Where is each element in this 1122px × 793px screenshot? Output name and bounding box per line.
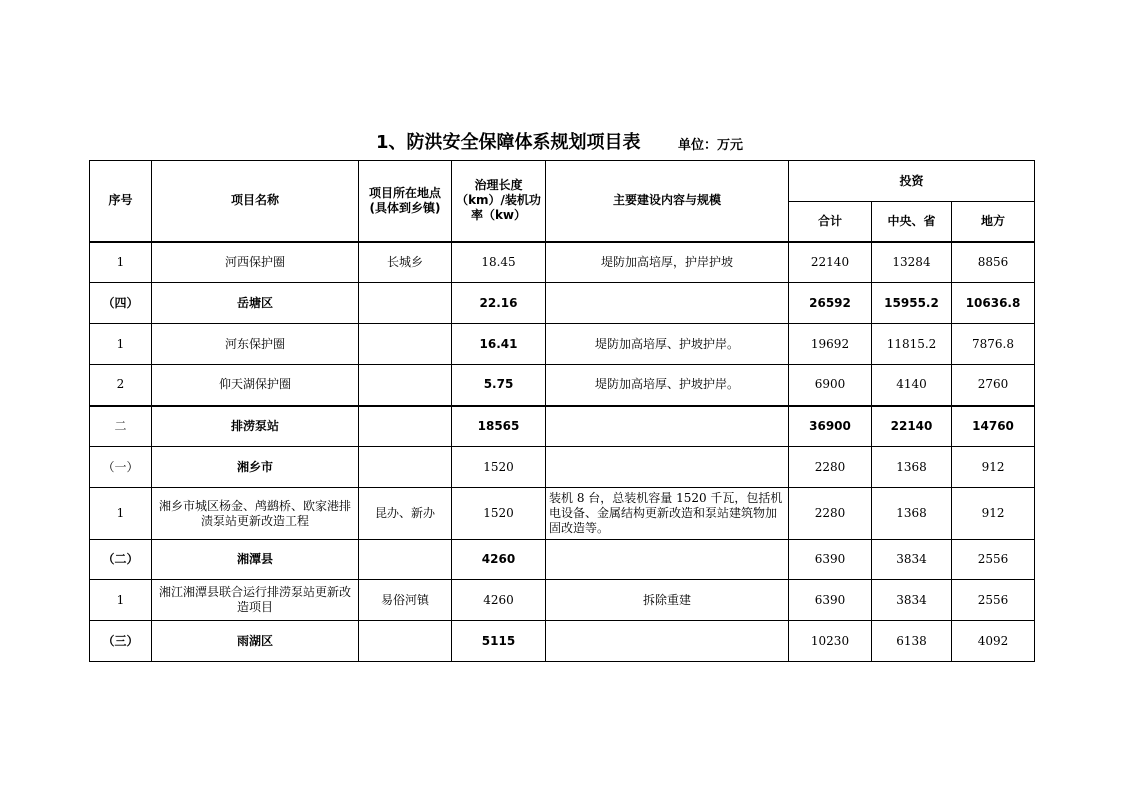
cell-length: 5115 xyxy=(452,621,546,662)
cell-total: 19692 xyxy=(789,324,872,365)
cell-total: 6390 xyxy=(789,580,872,621)
cell-name: 排涝泵站 xyxy=(152,406,359,447)
cell-location: 长城乡 xyxy=(359,242,452,283)
cell-name: 湘江湘潭县联合运行排涝泵站更新改造项目 xyxy=(152,580,359,621)
cell-length: 18.45 xyxy=(452,242,546,283)
cell-length: 22.16 xyxy=(452,283,546,324)
cell-central: 3834 xyxy=(872,540,952,580)
cell-content: 堤防加高培厚，护岸护坡 xyxy=(546,242,789,283)
cell-content xyxy=(546,406,789,447)
cell-central: 1368 xyxy=(872,488,952,540)
cell-seq: （二） xyxy=(90,540,152,580)
table-row xyxy=(90,540,1035,580)
cell-location: 昆办、新办 xyxy=(359,488,452,540)
cell-length: 16.41 xyxy=(452,324,546,365)
cell-length: 4260 xyxy=(452,540,546,580)
cell-local: 4092 xyxy=(952,621,1035,662)
cell-content: 堤防加高培厚、护坡护岸。 xyxy=(546,365,789,406)
cell-local: 2760 xyxy=(952,365,1035,406)
cell-length: 1520 xyxy=(452,447,546,488)
cell-seq: 二 xyxy=(90,406,152,447)
cell-local: 8856 xyxy=(952,242,1035,283)
cell-total: 6390 xyxy=(789,540,872,580)
cell-central: 15955.2 xyxy=(872,283,952,324)
cell-local: 2556 xyxy=(952,540,1035,580)
cell-central: 6138 xyxy=(872,621,952,662)
page-title: 1、防洪安全保障体系规划项目表 xyxy=(376,132,641,153)
cell-local: 14760 xyxy=(952,406,1035,447)
cell-central: 11815.2 xyxy=(872,324,952,365)
cell-total: 22140 xyxy=(789,242,872,283)
cell-content: 装机 8 台，总装机容量 1520 千瓦，包括机电设备、金属结构更新改造和泵站建筑物加固改造等。 xyxy=(546,488,789,540)
cell-total: 2280 xyxy=(789,447,872,488)
cell-name: 湘潭县 xyxy=(152,540,359,580)
cell-location xyxy=(359,447,452,488)
cell-content xyxy=(546,540,789,580)
cell-seq: 1 xyxy=(90,242,152,283)
cell-local: 10636.8 xyxy=(952,283,1035,324)
project-table xyxy=(89,160,1035,662)
cell-content xyxy=(546,621,789,662)
cell-name: 仰天湖保护圈 xyxy=(152,365,359,406)
cell-central: 3834 xyxy=(872,580,952,621)
cell-seq: （一） xyxy=(90,447,152,488)
cell-location xyxy=(359,540,452,580)
cell-length: 18565 xyxy=(452,406,546,447)
table-row xyxy=(90,365,1035,406)
cell-name: 河西保护圈 xyxy=(152,242,359,283)
header-name: 项目名称 xyxy=(152,161,359,242)
cell-content: 堤防加高培厚、护坡护岸。 xyxy=(546,324,789,365)
table-row xyxy=(90,324,1035,365)
cell-name: 岳塘区 xyxy=(152,283,359,324)
cell-location xyxy=(359,365,452,406)
cell-total: 10230 xyxy=(789,621,872,662)
cell-content xyxy=(546,447,789,488)
cell-name: 湘乡市 xyxy=(152,447,359,488)
cell-local: 7876.8 xyxy=(952,324,1035,365)
cell-length: 5.75 xyxy=(452,365,546,406)
table-row xyxy=(90,488,1035,540)
cell-central: 1368 xyxy=(872,447,952,488)
table-row xyxy=(90,406,1035,447)
header-content: 主要建设内容与规模 xyxy=(546,161,789,242)
header-local: 地方 xyxy=(952,202,1035,242)
cell-total: 36900 xyxy=(789,406,872,447)
table-row xyxy=(90,580,1035,621)
header-investment: 投资 xyxy=(789,161,1035,202)
cell-location xyxy=(359,324,452,365)
cell-location xyxy=(359,621,452,662)
cell-seq: 1 xyxy=(90,488,152,540)
cell-seq: 1 xyxy=(90,580,152,621)
table-row xyxy=(90,621,1035,662)
header-location: 项目所在地点(具体到乡镇) xyxy=(359,161,452,242)
title-bar xyxy=(0,126,1122,158)
cell-location: 易俗河镇 xyxy=(359,580,452,621)
header-total: 合计 xyxy=(789,202,872,242)
table-row xyxy=(90,242,1035,283)
cell-content: 拆除重建 xyxy=(546,580,789,621)
header-seq: 序号 xyxy=(90,161,152,242)
cell-seq: （三） xyxy=(90,621,152,662)
cell-name: 河东保护圈 xyxy=(152,324,359,365)
cell-name: 湘乡市城区杨金、鸬鹚桥、欧家港排渍泵站更新改造工程 xyxy=(152,488,359,540)
cell-local: 912 xyxy=(952,488,1035,540)
cell-seq: 1 xyxy=(90,324,152,365)
cell-central: 22140 xyxy=(872,406,952,447)
cell-length: 1520 xyxy=(452,488,546,540)
header-central: 中央、省 xyxy=(872,202,952,242)
cell-content xyxy=(546,283,789,324)
cell-location xyxy=(359,283,452,324)
cell-name: 雨湖区 xyxy=(152,621,359,662)
header-row xyxy=(90,161,1035,202)
cell-local: 2556 xyxy=(952,580,1035,621)
cell-location xyxy=(359,406,452,447)
cell-central: 13284 xyxy=(872,242,952,283)
table-row xyxy=(90,447,1035,488)
cell-length: 4260 xyxy=(452,580,546,621)
cell-central: 4140 xyxy=(872,365,952,406)
cell-seq: （四） xyxy=(90,283,152,324)
cell-total: 6900 xyxy=(789,365,872,406)
cell-total: 2280 xyxy=(789,488,872,540)
header-length: 治理长度（km）/装机功率（kw） xyxy=(452,161,546,242)
unit-label: 单位：万元 xyxy=(678,138,744,153)
cell-local: 912 xyxy=(952,447,1035,488)
table-row xyxy=(90,283,1035,324)
cell-seq: 2 xyxy=(90,365,152,406)
cell-total: 26592 xyxy=(789,283,872,324)
